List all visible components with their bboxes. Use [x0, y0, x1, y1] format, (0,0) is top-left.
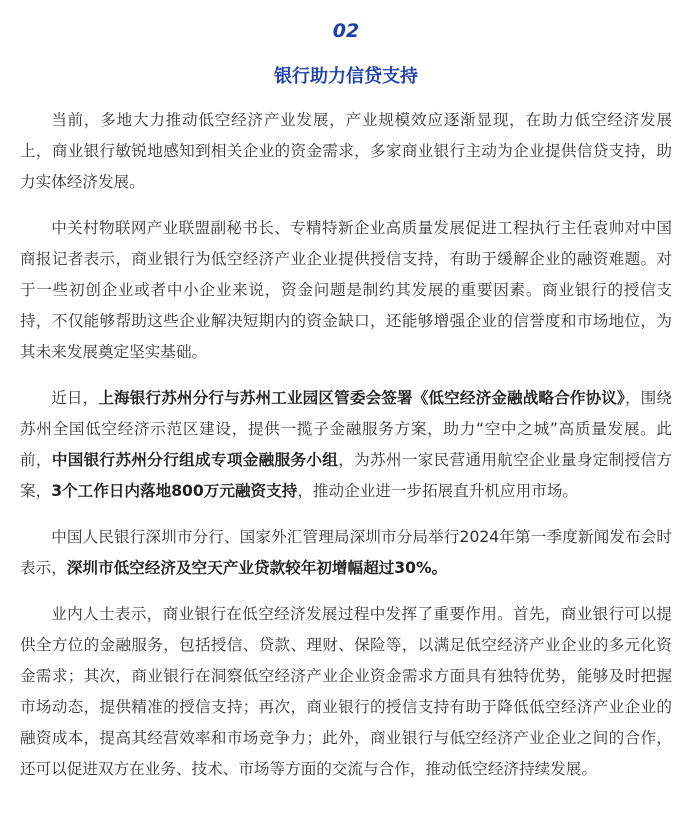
section-number: 02 [332, 20, 360, 42]
highlight-financing-support: 3个工作日内落地800万元融资支持 [51, 482, 298, 500]
paragraph-2 [20, 213, 672, 368]
paragraph-1 [20, 105, 672, 198]
paragraph-text: 中国人民银行深圳市分行、国家外汇管理局深圳市分局举行2024年第一季度新闻发布会时表示， [20, 528, 672, 577]
highlight-shenzhen-loan-growth: 深圳市低空经济及空天产业贷款较年初增幅超过30%。 [66, 559, 448, 577]
paragraph-text: 中关村物联网产业联盟副秘书长、专精特新企业高质量发展促进工程执行主任袁帅对中国商报记者表示，商业银行为低空经济产业企业提供授信支持，有助于缓解企业的融资难题。对于一些初创企业或者中小企业来说，资金问题是制约其发展的重要因素。商业银行的授信支持，不仅能够帮助这些企业解决短期内的资金缺口，还能够增强企业的信誉度和市场地位，为其未来发展奠定坚实基础。 [20, 219, 672, 361]
section-title: 银行助力信贷支持 [274, 66, 418, 87]
paragraph-3 [20, 383, 672, 507]
highlight-shanghai-bank-agreement: 上海银行苏州分行与苏州工业园区管委会签署《低空经济金融战略合作协议》 [98, 389, 625, 407]
paragraph-text: ，围绕苏州全国低空经济示范区建设，提供一揽子金融服务方案，助力“空中之城”高质量发展。此前， [20, 389, 672, 469]
paragraph-4 [20, 522, 672, 584]
paragraph-text: ，推动企业进一步拓展直升机应用市场。 [297, 482, 579, 500]
highlight-boc-service-team: 中国银行苏州分行组成专项金融服务小组 [51, 451, 339, 469]
paragraph-text: 近日， [51, 389, 99, 407]
paragraph-5 [20, 599, 672, 785]
paragraph-text: 当前，多地大力推动低空经济产业发展，产业规模效应逐渐显现，在助力低空经济发展上，商业银行敏锐地感知到相关企业的资金需求，多家商业银行主动为企业提供信贷支持，助力实体经济发展。 [20, 111, 672, 191]
paragraph-text: 业内人士表示，商业银行在低空经济发展过程中发挥了重要作用。首先，商业银行可以提供全方位的金融服务，包括授信、贷款、理财、保险等，以满足低空经济产业企业的多元化资金需求；其次，商业银行在洞察低空经济产业企业资金需求方面具有独特优势，能够及时把握市场动态，提供精准的授信支持；再次，商业银行的授信支持有助于降低低空经济产业企业的融资成本，提高其经营效率和市场竞争力；此外，商业银行与低空经济产业企业之间的合作，还可以促进双方在业务、技术、市场等方面的交流与合作，推动低空经济持续发展。 [20, 605, 672, 778]
paragraph-text: ，为苏州一家民营通用航空企业量身定制授信方案， [20, 451, 672, 500]
